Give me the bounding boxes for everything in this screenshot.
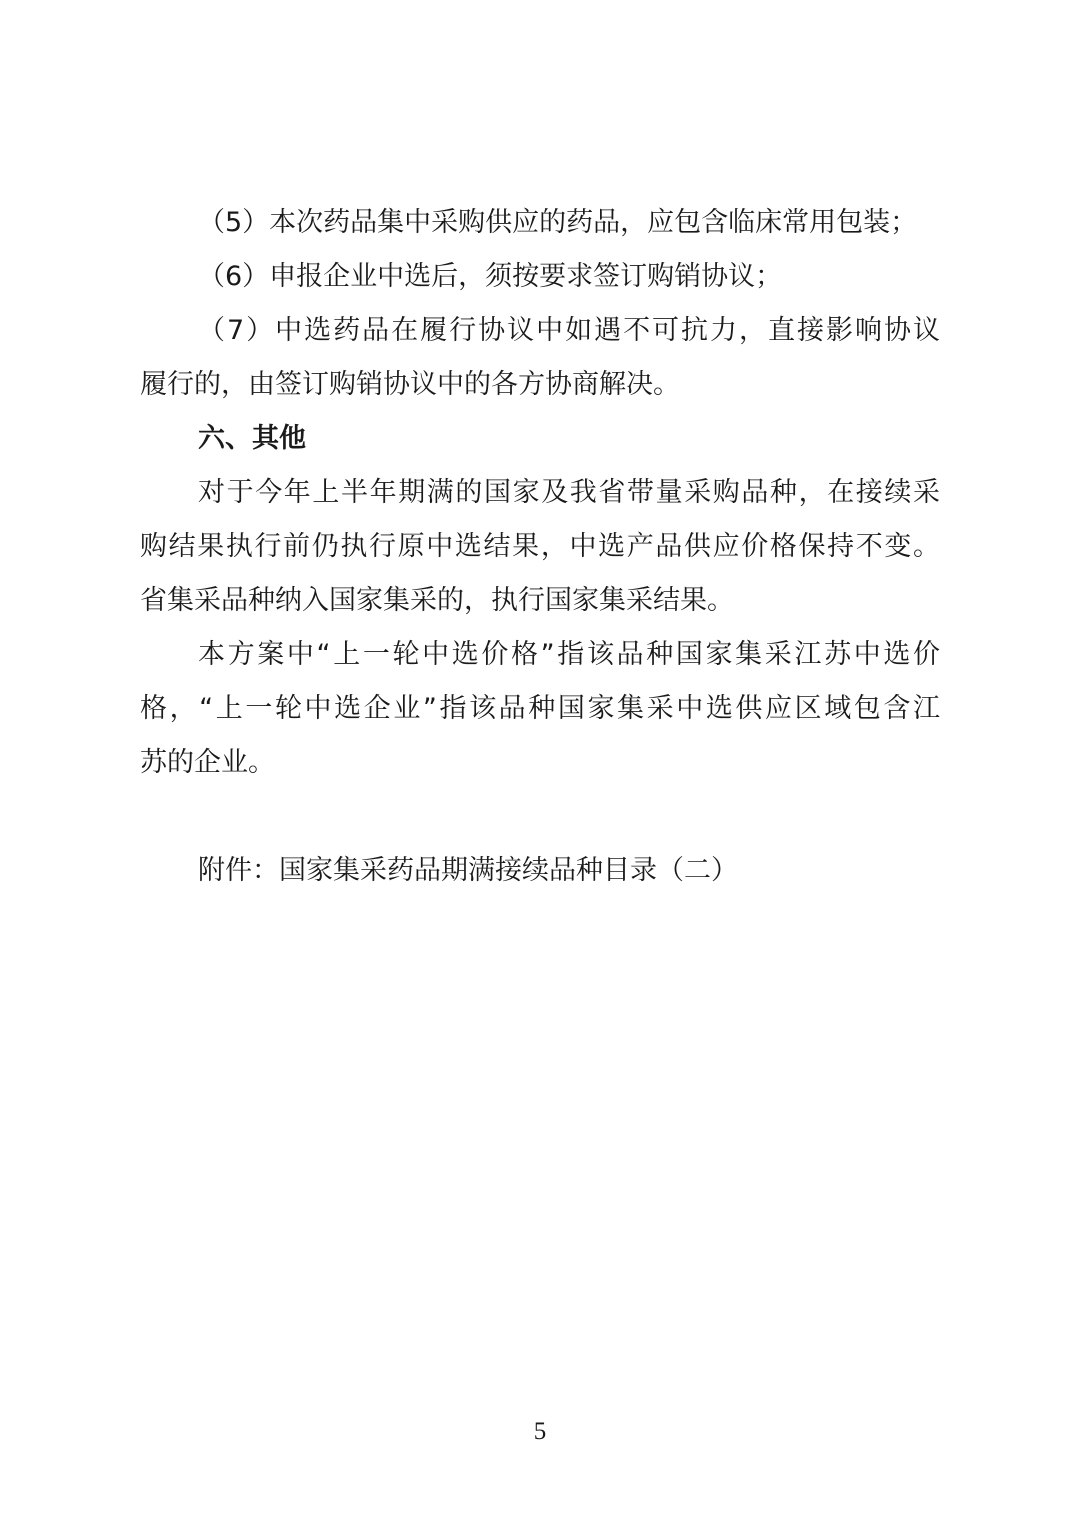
item-6-line: （6）申报企业中选后，须按要求签订购销协议； [198, 261, 783, 292]
blank-line [140, 790, 940, 844]
document-body [140, 196, 940, 898]
page-number: 5 [533, 1418, 547, 1445]
paragraph-2-line-1: 本方案中“上一轮中选价格”指该品种国家集采江苏中选价 [198, 639, 940, 670]
item-7-line-1: （7）中选药品在履行协议中如遇不可抗力，直接影响协议 [198, 315, 940, 346]
paragraph-1-line-2: 购结果执行前仍执行原中选结果，中选产品供应价格保持不变。 [140, 531, 940, 562]
paragraph-2-line-2: 格，“上一轮中选企业”指该品种国家集采中选供应区域包含江 [140, 693, 940, 724]
paragraph-1-line-1: 对于今年上半年期满的国家及我省带量采购品种，在接续采 [198, 477, 940, 508]
item-7-line-2: 履行的，由签订购销协议中的各方协商解决。 [140, 369, 680, 400]
section-heading-other: 六、其他 [198, 423, 306, 454]
paragraph-2-line-3: 苏的企业。 [140, 747, 275, 778]
item-5-line: （5）本次药品集中采购供应的药品，应包含临床常用包装； [198, 207, 918, 238]
paragraph-1-line-3: 省集采品种纳入国家集采的，执行国家集采结果。 [140, 585, 734, 616]
attachment-line: 附件：国家集采药品期满接续品种目录（二） [198, 855, 738, 886]
